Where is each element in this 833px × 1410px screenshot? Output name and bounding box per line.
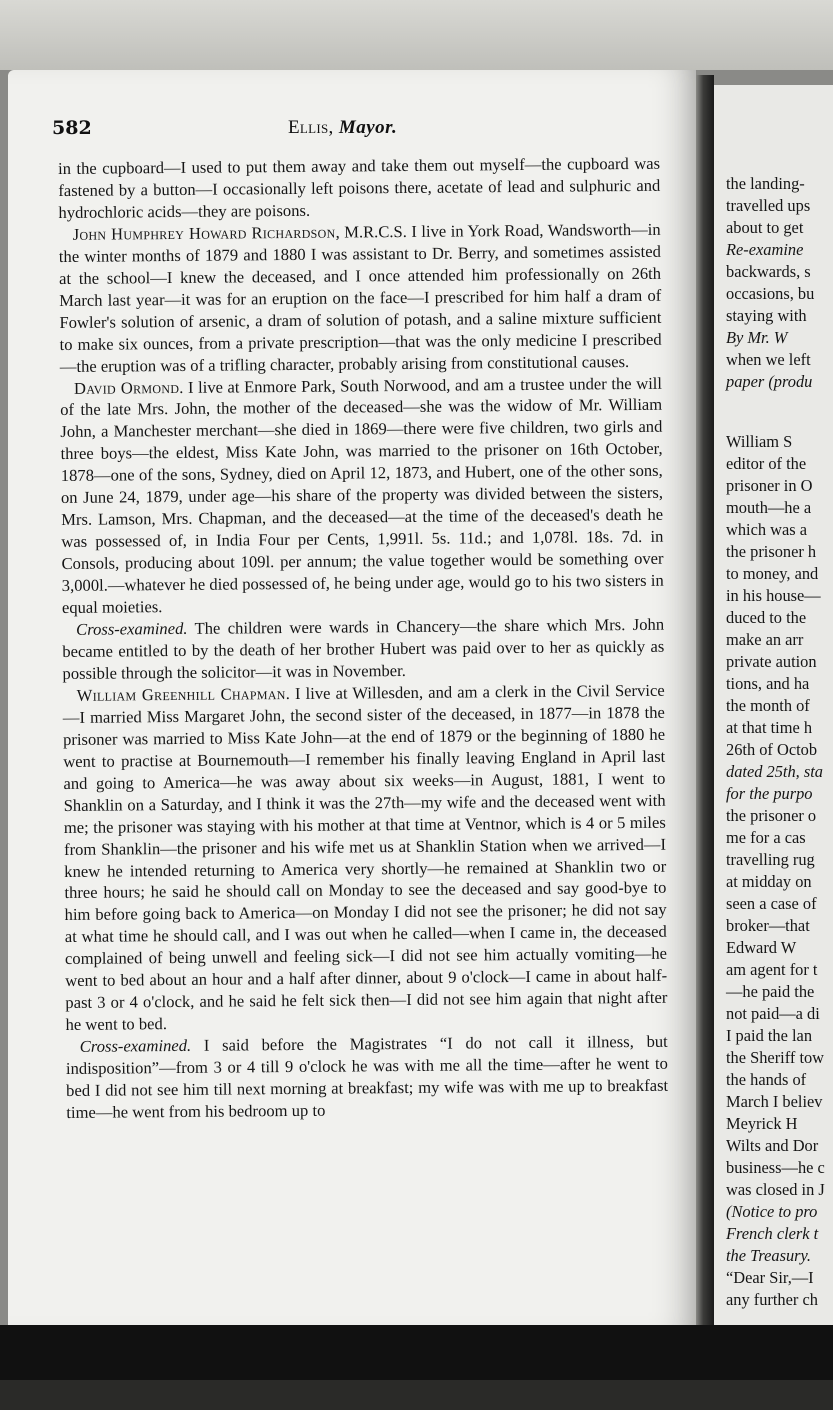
facing-page-line: the hands of [726, 1070, 807, 1089]
facing-page-line: about to get [726, 218, 804, 237]
facing-page-line: for the purpo [726, 784, 813, 803]
facing-page-line: make an arr [726, 630, 804, 649]
paragraph-testimony [60, 372, 664, 619]
facing-page-line: the Treasury. [726, 1246, 811, 1265]
facing-page-line: tions, and ha [726, 674, 810, 693]
facing-page-line: paper (produ [726, 372, 813, 391]
running-head-name: Ellis, [288, 117, 334, 138]
facing-page-line: dated 25th, sta [726, 762, 823, 781]
facing-page-line: was closed in J [726, 1180, 825, 1199]
facing-page-line: which was a [726, 520, 808, 539]
facing-page-line: (Notice to pro [726, 1202, 818, 1221]
paragraph-testimony [59, 219, 662, 378]
facing-page-line: travelling rug [726, 850, 815, 869]
facing-page-line: Re-examine [726, 240, 804, 259]
page-header [8, 115, 696, 145]
paragraph-continuation [58, 153, 661, 224]
facing-page-line: —he paid the [726, 982, 815, 1001]
facing-page-line: the prisoner o [726, 806, 817, 825]
witness-name: William Greenhill Chapman [76, 683, 286, 705]
facing-page-line: seen a case of [726, 894, 817, 913]
facing-page-line: mouth—he a [726, 498, 812, 517]
facing-page-line: occasions, bu [726, 284, 815, 303]
facing-page-line: broker—that [726, 916, 810, 935]
facing-page-line: William S [726, 432, 793, 451]
facing-page-line: to money, and [726, 564, 819, 583]
facing-page-line: Edward W [726, 938, 797, 957]
facing-page-line: duced to the [726, 608, 807, 627]
facing-page-text [726, 173, 833, 1311]
facing-page-line: me for a cas [726, 828, 806, 847]
facing-page-line: at that time h [726, 718, 813, 737]
facing-page [712, 85, 833, 1330]
scan-background-top [0, 0, 833, 70]
cross-examined-label: Cross-examined. [79, 1035, 192, 1056]
facing-page-line: prisoner in O [726, 476, 813, 495]
paragraph-text: I said before the Magistrates “I do not call it illness, but indisposition”—from 3 or 4 till 9 o'clock he was with me all the time—after he went to bed I did not see him till next morning at breakfast; my wife was with me up to breakfast time—he went from his bedroom up to [65, 1031, 669, 1122]
scan-background-band [0, 1380, 833, 1410]
facing-page-line: the prisoner h [726, 542, 817, 561]
paragraph-testimony [63, 680, 668, 1036]
paragraph-text: . I live at Enmore Park, South Norwood, and am a trustee under the will of the late Mrs. John, the mother of the deceased—she was the widow of Mr. William John, a Manchester merchant—she died in 1869—there were five children, two girls and three boys—the eldest, Miss Kate John, was married to the prisoner on 16th October, 1878—one of the sons, Sydney, died on April 12, 1873, and Hubert, one of the other sons, on June 24, 1879, under age—his share of the property was divided between the sisters, Mrs. Lamson, Mrs. Chapman, and the deceased—at the time of the deceased's death he was possessed of, in India Four per Cents, 1,991l. 5s. 11d.; and 1,078l. 18s. 7d. in Consols, producing about 109l. per annum; the value together would be something over 3,000l.—whatever he died possessed of, he being under age, would go to his two sisters in equal moieties. [60, 373, 664, 618]
facing-page-line: private aution [726, 652, 817, 671]
facing-page-line: the landing- [726, 174, 805, 193]
facing-page-line: business—he c [726, 1158, 825, 1177]
facing-page-line: any further ch [726, 1290, 818, 1309]
facing-page-line: I paid the lan [726, 1026, 813, 1045]
witness-name: David Ormond [73, 377, 180, 398]
paragraph-cross-examination [66, 1031, 669, 1124]
facing-page-line: French clerk t [726, 1224, 819, 1243]
facing-page-line: am agent for t [726, 960, 818, 979]
facing-page-line: the Sheriff tow [726, 1048, 825, 1067]
facing-page-line: editor of the [726, 454, 807, 473]
facing-page-line: travelled ups [726, 196, 811, 215]
facing-page-line: “Dear Sir,—I [726, 1268, 814, 1287]
facing-page-line: the month of [726, 696, 810, 715]
facing-page-line: not paid—a di [726, 1004, 820, 1023]
paragraph-text: in the cupboard—I used to put them away and take them out myself—the cupboard was fastened by a button—I occasionally left poisons there, acetate of lead and sulphuric and hydrochloric acids—they are poisons. [58, 153, 661, 222]
facing-page-line: when we left [726, 350, 811, 369]
facing-page-line: in his house— [726, 586, 821, 605]
cross-examined-label: Cross-examined. [76, 618, 188, 639]
paragraph-text: . I live at Willesden, and am a clerk in the Civil Service—I married Miss Margaret John, the second sister of the deceased, in 1877—in 1878 the prisoner was married to Miss Kate John—at the end of 1879 or the beginning of 1880 he went to practise at Bournemouth—I remember his finally leaving England in April last and going to America—he was away about six weeks—in August, 1881, I went to Shanklin on a Saturday, and I think it was the 27th—my wife and the deceased went with me; the prisoner was staying with his mother at that time at Ventnor, which is 4 or 5 miles from Shanklin—the prisoner and his wife met us at Shanklin Station when we arrived—I knew he intended returning to America very shortly—he remained at Shanklin two or three hours; he said he should call on Monday to see the deceased and say good-bye to him before going back to America—on Monday I did not see the prisoner; he did not say at what time he should call, and I was out when he called—when I came in, the deceased complained of being unwell and feeling sick—I did not see him actually vomiting—he went to bed about an hour and a half after dinner, about 9 o'clock—I came in about half-past 3 or 4 o'clock, and he said he felt sick then—I did not see him again that night after he went to bed. [62, 680, 668, 1035]
running-head [288, 117, 488, 139]
paragraph-text: The children were wards in Chancery—the share which Mrs. John became entitled to by the death of her brother Hubert was paid over to her as quickly as possible through the solicitor—it was in November. [62, 614, 665, 683]
body-text [58, 153, 668, 1124]
facing-page-line: 26th of Octob [726, 740, 818, 759]
facing-page-line: By Mr. W [726, 328, 788, 347]
facing-page-line: March I believ [726, 1092, 823, 1111]
facing-page-gap [726, 393, 833, 431]
left-page [8, 70, 696, 1330]
facing-page-line: backwards, s [726, 262, 811, 281]
facing-page-line: Wilts and Dor [726, 1136, 819, 1155]
facing-page-line: staying with [726, 306, 807, 325]
running-head-title: Mayor. [338, 117, 398, 138]
paragraph-cross-examination [62, 614, 665, 685]
page-number: 582 [52, 117, 92, 139]
witness-name: John Humphrey Howard Richardson [72, 222, 336, 244]
paragraph-text: , M.R.C.S. I live in York Road, Wandsworth—in the winter months of 1879 and 1880 I was assistant to Dr. Berry, and sometimes assisted at the school—I knew the deceased, and I once attended him professionally on 26th March last year—it was for an eruption on the face—I prescribed for him half a dram of Fowler's solution of arsenic, a dram of solution of potash, and a saline mixture sufficient to make six ounces, from a private prescription—that was the only medicine I prescribed—the eruption was of a trifling character, probably arising from constitutional causes. [58, 219, 662, 376]
facing-page-line: at midday on [726, 872, 812, 891]
facing-page-line: Meyrick H [726, 1114, 798, 1133]
